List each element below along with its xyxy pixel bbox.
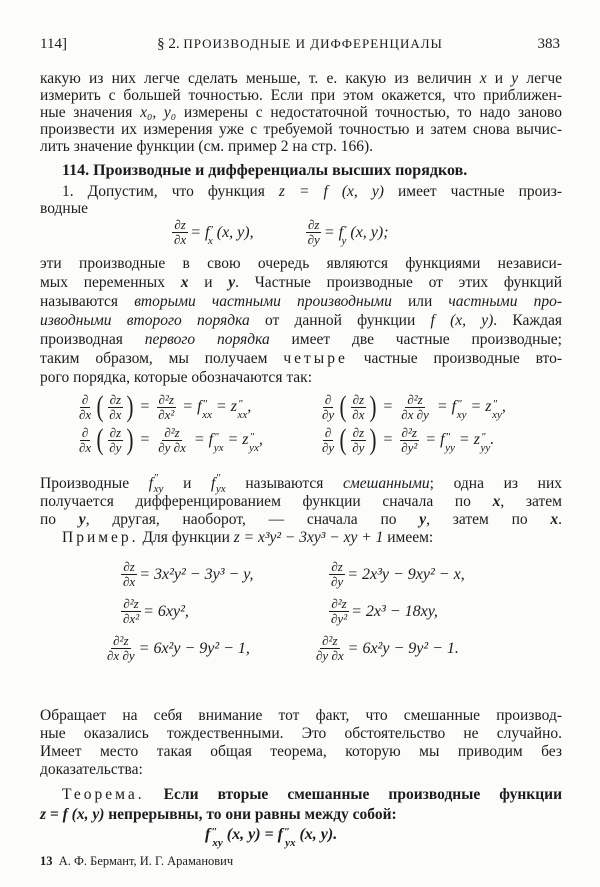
formula-theorem [205, 826, 338, 849]
letter: f [277, 826, 283, 843]
f-derivative [451, 398, 467, 421]
denominator: ∂x [79, 406, 92, 422]
denominator: ∂x [109, 406, 122, 422]
text-run: = 3x²y² − 3y³ − y, [139, 565, 254, 583]
example-d2zdxdy [103, 634, 250, 663]
text-line [40, 331, 562, 349]
right-paren: ) [369, 390, 377, 423]
numerator: ∂ [81, 391, 89, 407]
fraction [399, 393, 431, 422]
z-derivative [473, 431, 491, 454]
section-heading: 114. Производные и дифференциалы высших порядков. [62, 162, 468, 179]
text-run: . Частные производные от этих функций [235, 274, 562, 291]
text-run: четыре [283, 350, 348, 367]
text-run: лить значение функции (см. пример 2 на стр. 166). [40, 138, 373, 155]
prime: ″ [480, 431, 486, 443]
numerator: ∂z [307, 217, 320, 232]
numerator: ∂z [174, 217, 186, 232]
subscript: yx [213, 442, 224, 454]
text-run: таким образом, мы получаем [40, 350, 284, 367]
fraction [350, 393, 366, 422]
text-line [40, 312, 562, 330]
text-run: имеем: [383, 529, 434, 546]
numerator: ∂ [324, 424, 332, 440]
subscript: xx [237, 409, 248, 421]
text-run: x₀, y₀ [140, 104, 177, 121]
denominator: ∂y [352, 439, 365, 455]
text-run: частные производные вто- [347, 350, 562, 367]
text-run: , [258, 431, 263, 448]
section-number: § 2. [157, 36, 180, 52]
subscript: xx [202, 409, 212, 421]
text-run: ; одна из них [429, 475, 562, 492]
f-derivative [440, 431, 455, 454]
text-run: вторыми частными производными [134, 293, 392, 310]
prime: ″ [237, 398, 243, 410]
fraction [156, 393, 176, 422]
signature-number: 13 [40, 854, 53, 868]
text-line [62, 183, 562, 201]
text-line [40, 743, 562, 761]
text-run: = [454, 431, 474, 448]
text-run: от данной функции [249, 312, 431, 329]
denominator: ∂y [307, 232, 320, 247]
numerator: ∂z [352, 424, 365, 440]
prime: ″ [284, 826, 291, 838]
text-line [40, 707, 562, 725]
text-run: Обращает на себя внимание тот факт, что смешанные производ- [40, 707, 562, 724]
text-line [40, 761, 562, 779]
page-number: 383 [537, 36, 560, 52]
prime: ″ [457, 398, 462, 410]
letter: f [338, 223, 344, 241]
text-line [40, 806, 562, 824]
text-run: x [180, 274, 189, 291]
numerator: ∂z [109, 424, 122, 440]
denominator: ∂x² [158, 406, 175, 422]
text-run: доказательства: [40, 761, 143, 778]
text-run: , затем [500, 493, 562, 510]
text-run: = [135, 398, 155, 415]
numerator: ∂ [81, 424, 89, 440]
running-header [0, 36, 600, 53]
text-line [62, 529, 562, 547]
subscript: x [207, 234, 213, 247]
text-line [40, 200, 562, 218]
text-run: = [323, 223, 339, 241]
letter: f [440, 431, 445, 448]
numerator: ∂²z [113, 633, 129, 648]
denominator: ∂x [79, 439, 92, 455]
f-derivative [211, 472, 226, 495]
text-run: смешанными [343, 475, 430, 492]
text-run: = [466, 398, 486, 415]
text-run: = 6x²y − 9y² − 1, [138, 639, 250, 657]
text-run: ные значения [40, 104, 141, 121]
denominator: ∂y [331, 574, 344, 589]
formula-fyx [75, 425, 263, 455]
text-run: = [135, 431, 155, 448]
denominator: ∂y ∂x [316, 648, 344, 663]
text-line [40, 274, 562, 292]
left-paren: ( [339, 390, 347, 423]
fraction [77, 426, 93, 455]
f-derivative [148, 472, 164, 495]
section-title: ПРОИЗВОДНЫЕ И ДИФФЕРЕНЦИАЛЫ [183, 36, 443, 51]
f-derivative [205, 223, 213, 247]
text-line [40, 138, 562, 156]
example-d2zdydx [312, 634, 459, 663]
text-run: = [189, 431, 209, 448]
formula-first-partials [170, 218, 389, 247]
text-line [40, 121, 562, 139]
f-derivative [338, 223, 347, 247]
text-line [40, 87, 562, 105]
header-section-ref: 114] [40, 36, 67, 52]
subscript: yx [249, 442, 259, 454]
text-run: z = x³y² − 3xy³ − xy + 1 [233, 529, 384, 546]
denominator: ∂y [322, 406, 335, 422]
numerator: ∂z [331, 559, 343, 574]
example-d2zdy2 [327, 597, 438, 626]
text-run: и [486, 70, 512, 87]
text-line [40, 70, 562, 88]
z-derivative [242, 431, 259, 454]
text-run: = [223, 431, 243, 448]
prime: ″ [154, 472, 159, 484]
text-line [40, 255, 562, 273]
left-paren: ( [96, 390, 104, 423]
formula-fxx [75, 392, 251, 422]
example-dzdx [119, 560, 254, 589]
z-derivative [230, 398, 248, 421]
text-run: = [190, 223, 205, 241]
left-paren: ( [339, 423, 347, 456]
text-run: имеет две частные производные; [269, 331, 562, 348]
subscript: xy [153, 483, 164, 495]
text-run: какую из них легче сделать меньше, т. е. какую из величин [40, 70, 480, 87]
fraction [107, 393, 123, 422]
numerator: ∂²z [158, 391, 174, 407]
right-paren: ) [369, 423, 377, 456]
right-paren: ) [126, 423, 134, 456]
letter: f [205, 223, 210, 241]
denominator: ∂y [322, 439, 335, 455]
text-run: = [421, 431, 441, 448]
subscript: yx [285, 837, 296, 849]
text-run: . Каждая [493, 312, 563, 329]
numerator: ∂²z [164, 424, 180, 440]
fraction [105, 634, 137, 663]
letter: z [485, 398, 492, 415]
fraction [350, 426, 366, 455]
example-dzdy [327, 560, 465, 589]
fraction [399, 426, 419, 455]
denominator: ∂y [109, 439, 122, 455]
prime: ″ [492, 398, 498, 410]
text-run: x [479, 70, 487, 87]
text-line [40, 472, 562, 495]
f-derivative [197, 398, 212, 421]
fraction [306, 218, 322, 247]
text-run: (x, y). [295, 826, 338, 843]
text-run: рого порядка, которые обозначаются так: [40, 369, 312, 386]
fraction [320, 393, 336, 422]
fraction [320, 426, 336, 455]
prime: ′ [344, 223, 347, 236]
text-run: , другая, наоборот, — сначала по [85, 511, 420, 528]
denominator: ∂x [123, 574, 136, 589]
text-run: или [391, 293, 449, 310]
numerator: ∂²z [331, 596, 347, 611]
subscript: yx [215, 483, 226, 495]
denominator: ∂x² [123, 611, 140, 626]
text-run: y [228, 274, 236, 291]
text-run: непрерывны, то они равны между собой: [104, 806, 397, 823]
denominator: ∂y ∂x [158, 439, 186, 455]
z-derivative [485, 398, 502, 421]
denominator: ∂x [174, 232, 187, 247]
letter: z [473, 431, 480, 448]
fraction [329, 597, 349, 626]
text-run: ные оказались тождественными. Это обстоятельство не случайно. [40, 725, 562, 742]
text-run: f (x, y) [430, 312, 494, 329]
fraction [77, 393, 93, 422]
text-run: и [163, 475, 211, 492]
denominator: ∂y² [401, 439, 418, 455]
text-run: измерены с недостаточной точностью, то надо заново [176, 104, 562, 121]
text-run: y [511, 70, 519, 87]
text-run: . [558, 511, 563, 528]
text-run: частными про- [448, 293, 562, 310]
fraction [121, 597, 141, 626]
text-run: измерить с большей точностью. Если при этом окажется, что приближен- [40, 87, 562, 104]
denominator: ∂x ∂y [401, 406, 429, 422]
text-run: . [490, 431, 495, 448]
denominator: ∂y² [331, 611, 348, 626]
text-run: произвести их измерения уже с требуемой точностью и затем снова вычис- [40, 121, 562, 138]
fraction [314, 634, 346, 663]
text-line [40, 511, 562, 529]
fraction [121, 560, 137, 589]
letter: f [211, 475, 216, 492]
text-line [40, 350, 562, 368]
text-run: Теорема. [62, 786, 145, 803]
footer-authors: А. Ф. Бермант, И. Г. Араманович [58, 854, 234, 868]
formula-fxy [318, 392, 506, 422]
text-run: (x, y) = [222, 826, 278, 843]
text-run: изводными второго порядка [40, 312, 250, 329]
text-run: и [188, 274, 229, 291]
text-run: Пример. [62, 529, 139, 546]
text-run: легче [518, 70, 562, 87]
letter: f [197, 398, 202, 415]
prime: ′ [210, 223, 213, 236]
numerator: ∂²z [123, 596, 139, 611]
text-line [40, 104, 562, 122]
letter: f [208, 431, 214, 448]
text-run: x [492, 493, 501, 510]
text-run: имеет частные произ- [383, 183, 562, 200]
f-derivative [205, 826, 223, 849]
fraction [329, 560, 345, 589]
text-run: z = f (x, y) [278, 183, 384, 200]
text-run: Производные [40, 475, 149, 492]
text-run: , [501, 398, 506, 415]
text-run: 1. Допустим, что функция [62, 183, 279, 200]
text-line [40, 293, 562, 311]
text-line [40, 493, 562, 511]
text-line [40, 369, 562, 387]
denominator: ∂x [352, 406, 365, 422]
text-run: = [378, 431, 398, 448]
prime: ″ [214, 431, 219, 443]
prime: ″ [249, 431, 255, 443]
letter: f [205, 826, 211, 843]
text-run: = 6xy², [143, 602, 189, 620]
text-run: , затем по [426, 511, 551, 528]
f-derivative [277, 826, 296, 849]
text-run: x [550, 511, 559, 528]
text-run: y [78, 511, 86, 528]
text-run: = [378, 398, 398, 415]
denominator: ∂x ∂y [107, 648, 135, 663]
subscript: xy [212, 837, 223, 849]
numerator: ∂z [123, 559, 135, 574]
text-run: Для функции [138, 529, 234, 546]
text-run: z = f (x, y) [40, 806, 105, 823]
subscript: xy [456, 409, 467, 421]
prime: ″ [202, 398, 208, 410]
text-run: = 6x²y − 9y² − 1. [347, 639, 459, 657]
fraction [156, 426, 188, 455]
letter: z [230, 398, 237, 415]
text-run: производная [40, 331, 145, 348]
prime: ″ [216, 472, 221, 484]
example-d2zdx2 [119, 597, 189, 626]
letter: f [451, 398, 457, 415]
subscript: xy [492, 409, 502, 421]
text-run: получается дифференцированием функции сначала по [40, 493, 493, 510]
fraction [172, 218, 188, 247]
numerator: ∂²z [322, 633, 338, 648]
formula-fyy [318, 425, 494, 455]
text-run: = 2x³y − 9xy² − x, [347, 565, 465, 583]
text-run: первого порядка [144, 331, 270, 348]
text-run: (x, y), [212, 223, 254, 241]
letter: z [242, 431, 249, 448]
subscript: yy [480, 442, 491, 454]
footer-signature [40, 854, 233, 869]
prime: ″ [445, 431, 451, 443]
numerator: ∂z [352, 391, 365, 407]
text-run: эти производные в свою очередь являются функциями независи- [40, 255, 562, 272]
text-run: = 2x³ − 18xy, [351, 602, 438, 620]
f-derivative [208, 431, 224, 454]
text-run: водные [40, 200, 88, 217]
fraction [107, 426, 123, 455]
left-paren: ( [96, 423, 104, 456]
text-line [40, 725, 562, 743]
text-run: (x, y); [346, 223, 389, 241]
subscript: y [341, 234, 347, 247]
right-paren: ) [126, 390, 134, 423]
letter: f [148, 475, 154, 492]
text-run: y [419, 511, 427, 528]
text-run: Если вторые смешанные производные функции [144, 786, 562, 803]
text-run: = [178, 398, 198, 415]
text-run: = [211, 398, 231, 415]
text-run: , [247, 398, 252, 415]
text-run: мых переменных [40, 274, 181, 291]
numerator: ∂²z [407, 391, 423, 407]
text-run: называются [225, 475, 344, 492]
text-run: называются [40, 293, 135, 310]
numerator: ∂ [324, 391, 332, 407]
numerator: ∂z [109, 391, 122, 407]
text-run: = [432, 398, 452, 415]
text-line [62, 786, 562, 804]
text-run: Имеет место такая общая теорема, которую мы приводим без [40, 743, 562, 760]
subscript: yy [445, 442, 455, 454]
numerator: ∂²z [401, 424, 417, 440]
text-run: по [40, 511, 79, 528]
prime: ″ [211, 826, 218, 838]
